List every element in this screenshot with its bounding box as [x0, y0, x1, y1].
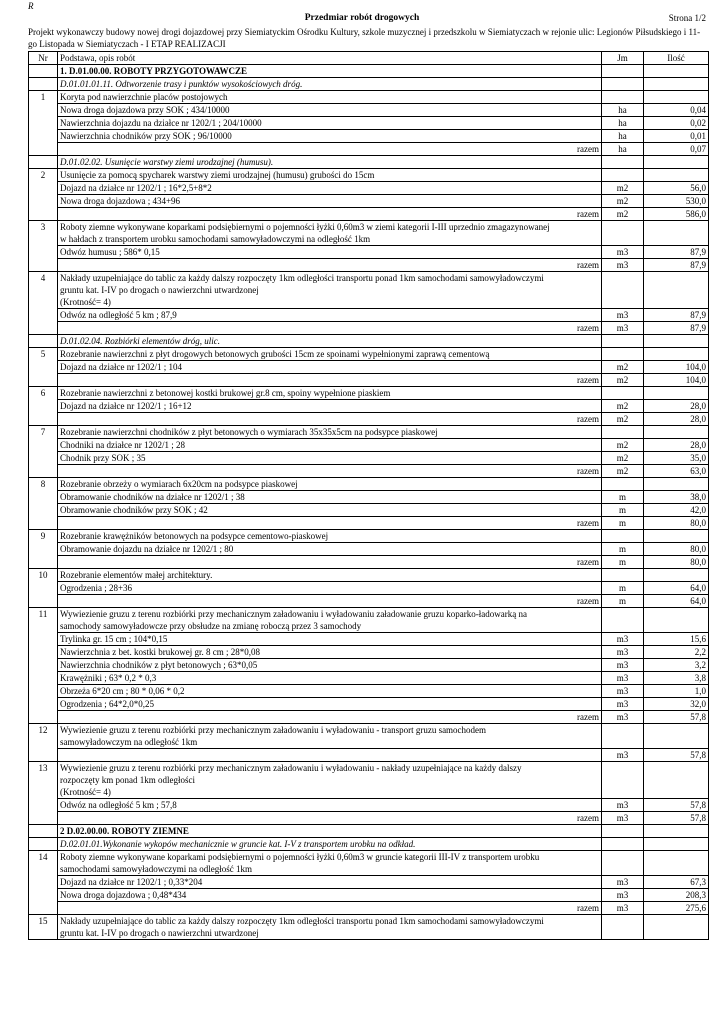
item-number: 6 — [29, 387, 58, 426]
unit-cell: m2 — [602, 439, 644, 452]
qty-cell — [644, 915, 709, 940]
line-description: Nawierzchnia chodników z płyt betonowych ; 63*0,05 — [58, 659, 602, 672]
nr-cell — [29, 335, 58, 348]
unit-cell: m — [602, 517, 644, 530]
nr-cell — [29, 838, 58, 851]
sum-label: razem — [58, 595, 602, 608]
description-line: Wywiezienie gruzu z terenu rozbiórki przy mechanicznym załadowaniu i wyładowaniu - nakłady uzupełniające na każdy dalszy — [60, 763, 522, 773]
line-row — [29, 491, 709, 504]
subsection-row — [29, 156, 709, 169]
line-row — [29, 130, 709, 143]
line-description: Trylinka gr. 15 cm ; 104*0,15 — [58, 633, 602, 646]
section-row — [29, 825, 709, 838]
item-description — [58, 169, 602, 182]
subsection-title: D.01.02.04. Rozbiórki elementów dróg, ulic. — [58, 335, 602, 348]
line-row — [29, 799, 709, 812]
line-row — [29, 439, 709, 452]
sum-row — [29, 143, 709, 156]
qty-cell: 275,6 — [644, 902, 709, 915]
unit-cell — [602, 221, 644, 246]
item-description — [58, 530, 602, 543]
table-row — [29, 272, 709, 309]
qty-cell: 67,3 — [644, 876, 709, 889]
line-description: Ogrodzenia ; 28+36 — [58, 582, 602, 595]
qty-cell — [644, 825, 709, 838]
unit-cell: m3 — [602, 902, 644, 915]
line-description — [58, 749, 602, 762]
section-title: 1. D.01.00.00. ROBOTY PRZYGOTOWAWCZE — [58, 65, 602, 78]
item-number: 9 — [29, 530, 58, 569]
unit-cell: m2 — [602, 361, 644, 374]
line-row — [29, 400, 709, 413]
sum-label: razem — [58, 902, 602, 915]
unit-cell: ha — [602, 104, 644, 117]
table-row — [29, 530, 709, 543]
table-row — [29, 851, 709, 876]
item-description — [58, 221, 602, 246]
unit-cell: m3 — [602, 646, 644, 659]
qty-cell: 104,0 — [644, 361, 709, 374]
unit-cell: m — [602, 582, 644, 595]
description-line: Koryta pod nawierzchnie placów postojowych — [60, 92, 228, 102]
unit-cell: m3 — [602, 749, 644, 762]
item-number: 3 — [29, 221, 58, 272]
unit-cell: ha — [602, 143, 644, 156]
description-line: Rozebranie krawężników betonowych na podsypce cementowo-piaskowej — [60, 531, 329, 541]
qty-cell: 28,0 — [644, 413, 709, 426]
unit-cell: m3 — [602, 246, 644, 259]
unit-cell — [602, 915, 644, 940]
unit-cell: m3 — [602, 812, 644, 825]
unit-cell — [602, 851, 644, 876]
nr-cell — [29, 78, 58, 91]
estimate-table — [28, 51, 709, 940]
sum-row — [29, 517, 709, 530]
line-description: Obramowanie chodników przy SOK ; 42 — [58, 504, 602, 517]
item-description — [58, 762, 602, 799]
qty-cell — [644, 387, 709, 400]
line-description: Chodniki na działce nr 1202/1 ; 28 — [58, 439, 602, 452]
sum-row — [29, 413, 709, 426]
line-description: Odwóz na odległość 5 km ; 87,9 — [58, 309, 602, 322]
unit-cell: m3 — [602, 711, 644, 724]
line-row — [29, 633, 709, 646]
unit-cell — [602, 169, 644, 182]
item-description — [58, 272, 602, 309]
description-line: samochodami samowyładowczymi na odległość 1km — [60, 864, 252, 874]
line-row — [29, 361, 709, 374]
line-row — [29, 889, 709, 902]
qty-cell: 87,9 — [644, 322, 709, 335]
table-row — [29, 91, 709, 104]
item-description — [58, 724, 602, 749]
sum-label: razem — [58, 208, 602, 221]
item-number: 12 — [29, 724, 58, 762]
sum-label: razem — [58, 556, 602, 569]
line-row — [29, 582, 709, 595]
table-row — [29, 169, 709, 182]
corner-mark: R — [28, 1, 34, 11]
sum-row — [29, 259, 709, 272]
unit-cell — [602, 272, 644, 309]
qty-cell: 57,8 — [644, 711, 709, 724]
description-line: Wywiezienie gruzu z terenu rozbiórki przy mechanicznym załadowaniu i wyładowaniu załadowanie gruzu koparko-ładowarką na — [60, 609, 528, 619]
unit-cell: ha — [602, 130, 644, 143]
description-line: Rozebranie nawierzchni z płyt drogowych betonowych grubości 15cm ze spoinami wypełnionymi zaprawą cementową — [60, 349, 490, 359]
description-line: rozpoczęty km ponad 1km odległości — [60, 775, 195, 785]
line-description: Dojazd na działce nr 1202/1 ; 16+12 — [58, 400, 602, 413]
line-row — [29, 246, 709, 259]
qty-cell: 87,9 — [644, 246, 709, 259]
item-description — [58, 851, 602, 876]
qty-cell: 3,2 — [644, 659, 709, 672]
section-title: 2 D.02.00.00. ROBOTY ZIEMNE — [58, 825, 602, 838]
description-line: Rozebranie obrzeży o wymiarach 6x20cm na podsypce piaskowej — [60, 479, 298, 489]
item-number: 4 — [29, 272, 58, 335]
qty-cell — [644, 426, 709, 439]
subsection-title: D.01.01.01.11. Odtworzenie trasy i punktów wysokościowych dróg. — [58, 78, 602, 91]
item-number: 15 — [29, 915, 58, 940]
description-line: samochody samowyładowcze przy obsłudze na zmianę roboczą przez 3 samochody — [60, 621, 362, 631]
description-line: Usunięcie za pomocą spycharek warstwy ziemi urodzajnej (humusu) grubości do 15cm — [60, 170, 375, 180]
line-description: Nowa droga dojazdowa przy SOK ; 434/10000 — [58, 104, 602, 117]
qty-cell — [644, 838, 709, 851]
qty-cell: 0,02 — [644, 117, 709, 130]
qty-cell: 80,0 — [644, 556, 709, 569]
table-row — [29, 569, 709, 582]
unit-cell — [602, 426, 644, 439]
sum-label: razem — [58, 465, 602, 478]
qty-cell: 28,0 — [644, 439, 709, 452]
item-number: 13 — [29, 762, 58, 825]
description-line: (Krotność= 4) — [60, 787, 111, 797]
unit-cell: ha — [602, 117, 644, 130]
qty-cell — [644, 156, 709, 169]
qty-cell — [644, 608, 709, 633]
sum-row — [29, 465, 709, 478]
qty-cell — [644, 78, 709, 91]
unit-cell: m3 — [602, 322, 644, 335]
unit-cell: m — [602, 491, 644, 504]
line-row — [29, 182, 709, 195]
unit-cell — [602, 65, 644, 78]
line-description: Dojazd na działce nr 1202/1 ; 16*2,5+8*2 — [58, 182, 602, 195]
unit-cell — [602, 387, 644, 400]
qty-cell — [644, 272, 709, 309]
unit-cell — [602, 569, 644, 582]
table-row — [29, 348, 709, 361]
unit-cell: m2 — [602, 195, 644, 208]
table-row — [29, 724, 709, 749]
unit-cell: m2 — [602, 182, 644, 195]
unit-cell: m3 — [602, 698, 644, 711]
qty-cell: 87,9 — [644, 309, 709, 322]
line-description: Krawężniki ; 63* 0,2 * 0,3 — [58, 672, 602, 685]
subsection-row — [29, 838, 709, 851]
qty-cell: 57,8 — [644, 799, 709, 812]
line-description: Obramowanie dojazdu na działce nr 1202/1 ; 80 — [58, 543, 602, 556]
unit-cell — [602, 156, 644, 169]
sum-row — [29, 812, 709, 825]
sum-row — [29, 374, 709, 387]
table-row — [29, 478, 709, 491]
qty-cell — [644, 169, 709, 182]
qty-cell: 38,0 — [644, 491, 709, 504]
section-row — [29, 65, 709, 78]
table-row — [29, 426, 709, 439]
qty-cell: 586,0 — [644, 208, 709, 221]
qty-cell: 32,0 — [644, 698, 709, 711]
subsection-row — [29, 335, 709, 348]
unit-cell: m3 — [602, 633, 644, 646]
unit-cell: m3 — [602, 876, 644, 889]
qty-cell: 80,0 — [644, 543, 709, 556]
qty-cell: 64,0 — [644, 582, 709, 595]
line-description: Ogrodzenia ; 64*2,0*0,25 — [58, 698, 602, 711]
qty-cell: 15,6 — [644, 633, 709, 646]
line-description: Dojazd na działce nr 1202/1 ; 104 — [58, 361, 602, 374]
line-description: Dojazd na działce nr 1202/1 ; 0,33*204 — [58, 876, 602, 889]
description-line: Roboty ziemne wykonywane koparkami podsiębiernymi o pojemności łyżki 0,60m3 w ziemi kategorii I-III uprzednio zmagazynowanej — [60, 222, 550, 232]
subsection-title: D.01.02.02. Usunięcie warstwy ziemi urodzajnej (humusu). — [58, 156, 602, 169]
description-line: Roboty ziemne wykonywane koparkami podsiębiernymi o pojemności łyżki 0,60m3 w gruncie kategorii III-IV z transportem urobku — [60, 852, 540, 862]
unit-cell: m3 — [602, 672, 644, 685]
item-description — [58, 348, 602, 361]
nr-cell — [29, 156, 58, 169]
description-line: gruntu kat. I-IV po drogach o nawierzchni utwardzonej — [60, 928, 259, 938]
unit-cell: m3 — [602, 685, 644, 698]
item-number: 7 — [29, 426, 58, 478]
qty-cell: 28,0 — [644, 400, 709, 413]
header-desc: Podstawa, opis robót — [58, 52, 602, 65]
line-description: Odwóz na odległość 5 km ; 57,8 — [58, 799, 602, 812]
table-row — [29, 915, 709, 940]
table-header — [29, 52, 709, 65]
qty-cell: 56,0 — [644, 182, 709, 195]
item-description — [58, 478, 602, 491]
unit-cell: m2 — [602, 452, 644, 465]
qty-cell: 104,0 — [644, 374, 709, 387]
unit-cell — [602, 335, 644, 348]
item-number: 10 — [29, 569, 58, 608]
line-description: Nawierzchnia dojazdu na działce nr 1202/1 ; 204/10000 — [58, 117, 602, 130]
qty-cell: 57,8 — [644, 812, 709, 825]
qty-cell: 530,0 — [644, 195, 709, 208]
line-description: Obrzeża 6*20 cm ; 80 * 0,06 * 0,2 — [58, 685, 602, 698]
qty-cell: 64,0 — [644, 595, 709, 608]
item-number: 2 — [29, 169, 58, 221]
line-row — [29, 698, 709, 711]
unit-cell: m — [602, 504, 644, 517]
qty-cell — [644, 478, 709, 491]
qty-cell: 1,0 — [644, 685, 709, 698]
description-line: gruntu kat. I-IV po drogach o nawierzchni utwardzonej — [60, 285, 259, 295]
description-line: Wywiezienie gruzu z terenu rozbiórki przy mechanicznym załadowaniu i wyładowaniu - transport gruzu samochodem — [60, 725, 487, 735]
qty-cell: 63,0 — [644, 465, 709, 478]
page-number: Strona 1/2 — [668, 13, 706, 23]
unit-cell: m2 — [602, 400, 644, 413]
description-line: Rozebranie nawierzchni z betonowej kostki brukowej gr.8 cm, spoiny wypełnione piaskiem — [60, 388, 391, 398]
description-line: Rozebranie elementów małej architektury. — [60, 570, 213, 580]
item-number: 14 — [29, 851, 58, 915]
unit-cell: m3 — [602, 799, 644, 812]
qty-cell — [644, 762, 709, 799]
unit-cell: m — [602, 556, 644, 569]
table-row — [29, 387, 709, 400]
qty-cell: 80,0 — [644, 517, 709, 530]
page-title: Przedmiar robót drogowych — [304, 13, 420, 23]
line-row — [29, 646, 709, 659]
qty-cell: 0,07 — [644, 143, 709, 156]
sum-label: razem — [58, 374, 602, 387]
unit-cell: m2 — [602, 208, 644, 221]
line-row — [29, 504, 709, 517]
item-description — [58, 608, 602, 633]
unit-cell: m2 — [602, 374, 644, 387]
qty-cell — [644, 348, 709, 361]
unit-cell: m3 — [602, 659, 644, 672]
sum-row — [29, 556, 709, 569]
header-unit: Jm — [602, 52, 644, 65]
sum-row — [29, 711, 709, 724]
sum-label: razem — [58, 711, 602, 724]
qty-cell — [644, 91, 709, 104]
unit-cell: m2 — [602, 413, 644, 426]
item-number: 1 — [29, 91, 58, 156]
sum-row — [29, 322, 709, 335]
sum-row — [29, 595, 709, 608]
item-description — [58, 387, 602, 400]
qty-cell — [644, 65, 709, 78]
line-description: Nowa droga dojazdowa ; 0,48*434 — [58, 889, 602, 902]
unit-cell: m — [602, 595, 644, 608]
header-nr: Nr — [29, 52, 58, 65]
item-number: 11 — [29, 608, 58, 724]
sum-label: razem — [58, 143, 602, 156]
nr-cell — [29, 825, 58, 838]
line-description: Chodnik przy SOK ; 35 — [58, 452, 602, 465]
line-description: Nowa droga dojazdowa ; 434+96 — [58, 195, 602, 208]
unit-cell — [602, 608, 644, 633]
line-description: Odwóz humusu ; 586* 0,15 — [58, 246, 602, 259]
item-description — [58, 915, 602, 940]
line-description: Obramowanie chodników na działce nr 1202/1 ; 38 — [58, 491, 602, 504]
qty-cell: 35,0 — [644, 452, 709, 465]
table-row — [29, 762, 709, 799]
sum-label: razem — [58, 517, 602, 530]
line-row — [29, 195, 709, 208]
unit-cell: m2 — [602, 465, 644, 478]
qty-cell — [644, 530, 709, 543]
description-line: Nakłady uzupełniające do tablic za każdy dalszy rozpoczęty 1km odległości transportu ponad 1km samochodami samowyładowczymi — [60, 273, 544, 283]
unit-cell — [602, 91, 644, 104]
description-line: w hałdach z transportem urobku samochodami samowyładowczymi na odległość 1km — [60, 234, 371, 244]
qty-cell: 2,2 — [644, 646, 709, 659]
line-row — [29, 672, 709, 685]
qty-cell: 0,01 — [644, 130, 709, 143]
line-row — [29, 117, 709, 130]
unit-cell: m3 — [602, 259, 644, 272]
qty-cell — [644, 335, 709, 348]
unit-cell — [602, 478, 644, 491]
qty-cell — [644, 724, 709, 749]
line-row — [29, 543, 709, 556]
line-row — [29, 876, 709, 889]
line-description: Nawierzchnia z bet. kostki brukowej gr. 8 cm ; 28*0,08 — [58, 646, 602, 659]
unit-cell: m3 — [602, 309, 644, 322]
sum-label: razem — [58, 259, 602, 272]
unit-cell — [602, 78, 644, 91]
item-description — [58, 426, 602, 439]
header-qty: Ilość — [644, 52, 709, 65]
unit-cell: m — [602, 543, 644, 556]
qty-cell: 0,04 — [644, 104, 709, 117]
unit-cell — [602, 825, 644, 838]
qty-cell — [644, 569, 709, 582]
qty-cell: 57,8 — [644, 749, 709, 762]
sum-row — [29, 902, 709, 915]
line-row — [29, 749, 709, 762]
description-line: (Krotność= 4) — [60, 297, 111, 307]
line-description: Nawierzchnia chodników przy SOK ; 96/10000 — [58, 130, 602, 143]
line-row — [29, 309, 709, 322]
unit-cell — [602, 348, 644, 361]
description-line: Rozebranie nawierzchni chodników z płyt betonowych o wymiarach 35x35x5cm na podsypce piaskowej — [60, 427, 438, 437]
qty-cell: 87,9 — [644, 259, 709, 272]
description-line: Nakłady uzupełniające do tablic za każdy dalszy rozpoczęty 1km odległości transportu ponad 1km samochodami samowyładowczymi — [60, 916, 544, 926]
sum-label: razem — [58, 322, 602, 335]
subsection-title: D.02.01.01.Wykonanie wykopów mechanicznie w gruncie kat. I-V z transportem urobku na odkład. — [58, 838, 602, 851]
subsection-row — [29, 78, 709, 91]
unit-cell — [602, 530, 644, 543]
unit-cell — [602, 762, 644, 799]
sum-label: razem — [58, 413, 602, 426]
line-row — [29, 104, 709, 117]
qty-cell — [644, 851, 709, 876]
qty-cell: 208,3 — [644, 889, 709, 902]
unit-cell — [602, 838, 644, 851]
line-row — [29, 685, 709, 698]
sum-row — [29, 208, 709, 221]
table-row — [29, 608, 709, 633]
line-row — [29, 452, 709, 465]
nr-cell — [29, 65, 58, 78]
line-row — [29, 659, 709, 672]
item-description — [58, 569, 602, 582]
qty-cell — [644, 221, 709, 246]
item-number: 8 — [29, 478, 58, 530]
project-description: Projekt wykonawczy budowy nowej drogi dojazdowej przy Siemiatyckim Ośrodku Kultury, szkole muzycznej i przedszkolu w Siemiatyczach w rejonie ulic: Legionów Piłsudskiego i 11-go Listopada w Siemiatyczach - I ETAP REALIZACJI — [28, 27, 701, 49]
qty-cell: 3,8 — [644, 672, 709, 685]
description-line: samowyładowczym na odległość 1km — [60, 737, 198, 747]
qty-cell: 42,0 — [644, 504, 709, 517]
item-number: 5 — [29, 348, 58, 387]
unit-cell — [602, 724, 644, 749]
sum-label: razem — [58, 812, 602, 825]
table-row — [29, 221, 709, 246]
unit-cell: m3 — [602, 889, 644, 902]
item-description — [58, 91, 602, 104]
